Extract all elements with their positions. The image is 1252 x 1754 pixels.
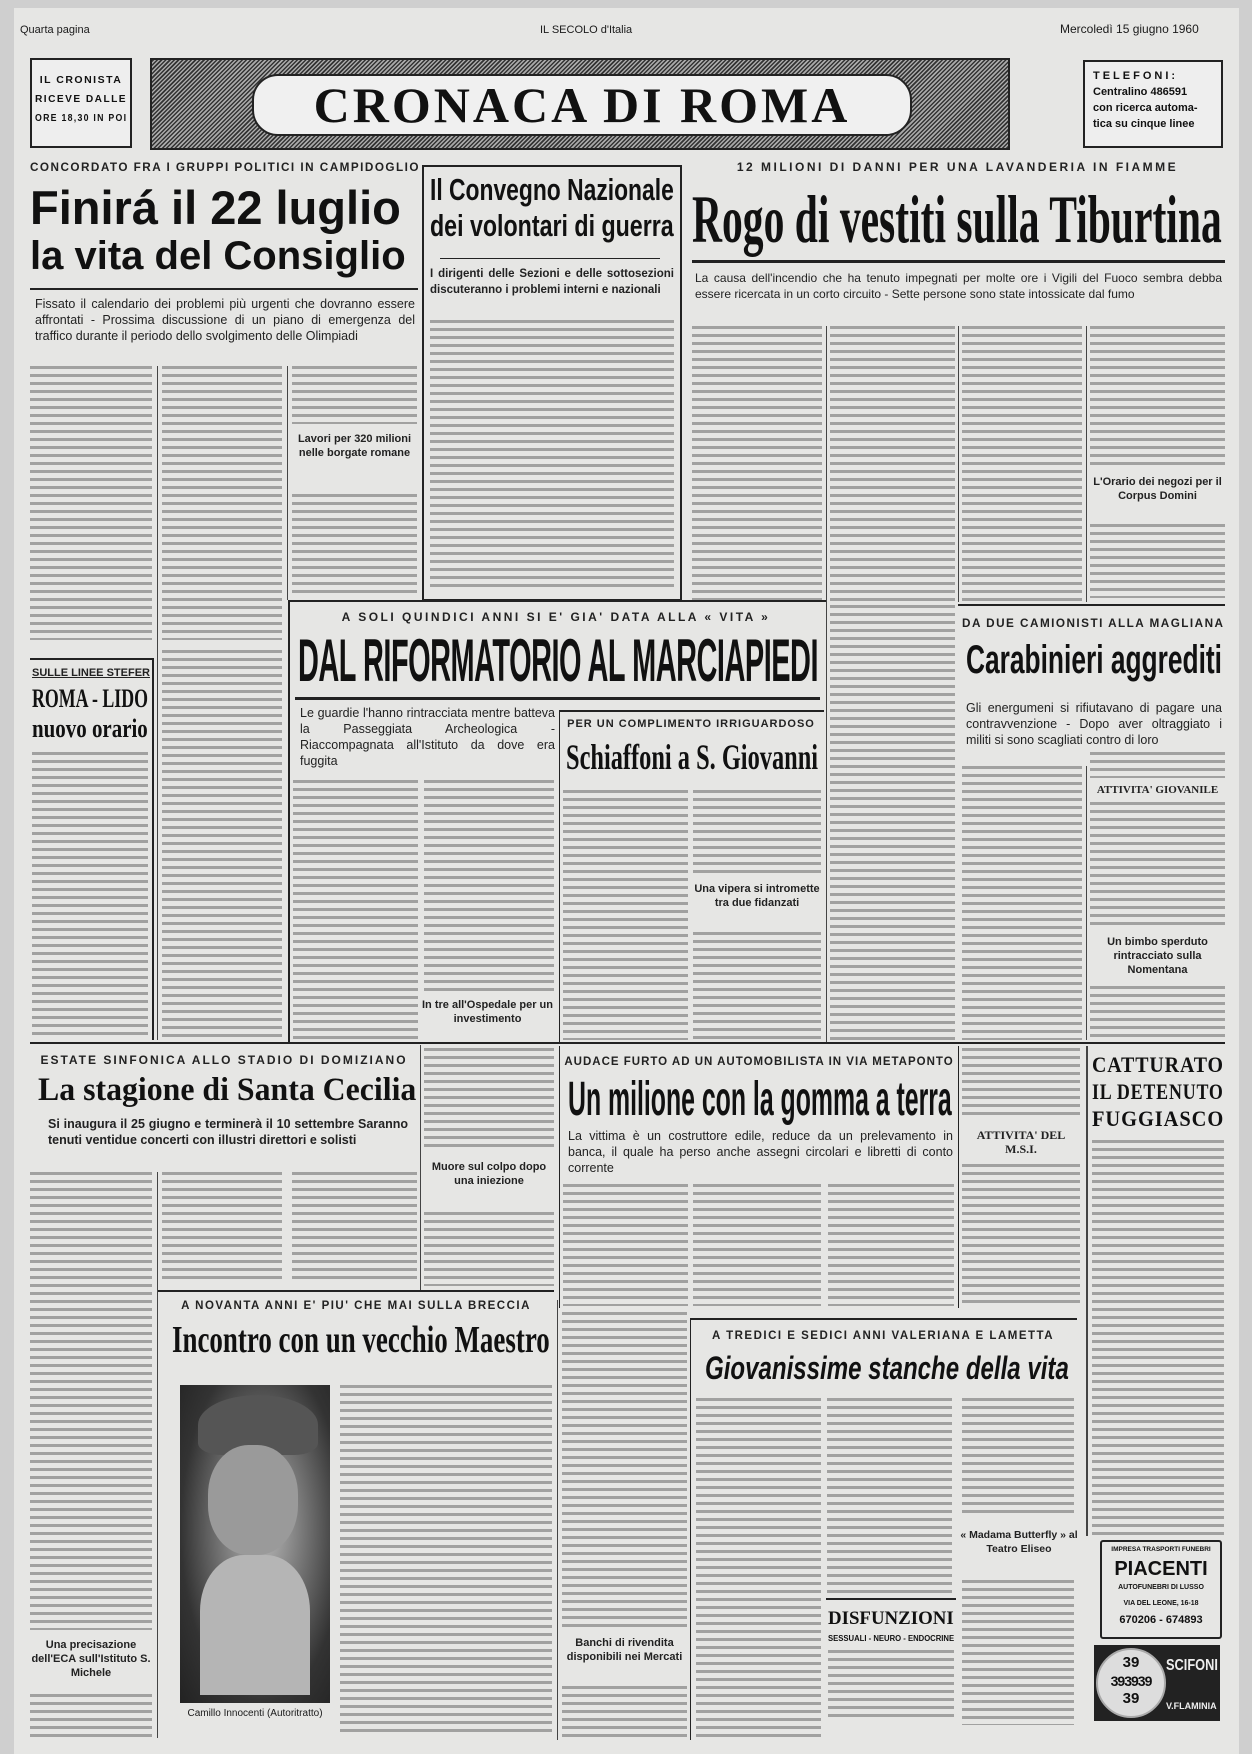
headline: Carabinieri aggrediti <box>966 638 1222 682</box>
headline: CATTURATO <box>1092 1052 1224 1077</box>
side-headline: Una precisazione dell'ECA sull'Istituto S. Michele <box>31 1639 151 1679</box>
article-kicker: A TREDICI E SEDICI ANNI VALERIANA E LAMETTA <box>712 1330 1054 1342</box>
issue-date: Mercoledì 15 giugno 1960 <box>1060 22 1199 36</box>
piacenti-ad <box>1100 1540 1222 1639</box>
headline: Incontro con un vecchio Maestro <box>172 1319 550 1361</box>
ad-phone: 670206 - 674893 <box>1119 1614 1203 1626</box>
headline: FUGGIASCO <box>1092 1106 1225 1131</box>
page-label: Quarta pagina <box>20 24 90 36</box>
subheadline: Si inaugura il 25 giugno e terminerà il 10 settembre Saranno tenuti ventidue concerti con illustri direttori e solisti <box>48 1117 408 1147</box>
ad-line: VIA DEL LEONE, 16-18 <box>1123 1600 1199 1607</box>
headline: ROMA - LIDO <box>32 684 148 713</box>
box-line: Centralino 486591 <box>1093 86 1188 98</box>
side-headline: Lavori per 320 milioni nelle borgate romane <box>297 433 412 459</box>
headline: Rogo di vestiti sulla Tiburtina <box>692 181 1222 257</box>
headline: Un milione con la gomma a terra <box>568 1073 952 1126</box>
ad-title: SCIFONI <box>1166 1657 1218 1674</box>
article-kicker: DA DUE CAMIONISTI ALLA MAGLIANA <box>962 616 1225 630</box>
headline: la vita del Consiglio <box>30 234 406 278</box>
ad-number: 39 <box>1122 1690 1140 1707</box>
article-kicker: 12 MILIONI DI DANNI PER UNA LAVANDERIA IN FIAMME <box>736 160 1179 174</box>
box-line: tica su cinque linee <box>1093 118 1195 130</box>
box-line: ORE 18,30 IN POI <box>35 112 128 124</box>
ad-title: PIACENTI <box>1114 1558 1208 1580</box>
article-kicker: SULLE LINEE STEFER <box>32 667 150 679</box>
box-line: con ricerca automa- <box>1093 102 1198 114</box>
box-line: RICEVE DALLE <box>35 93 128 105</box>
subheadline: Gli energumeni si rifiutavano di pagare una contravvenzione - Dopo aver oltraggiato i militi si sono scagliati contro di loro <box>966 701 1222 747</box>
masthead-band <box>150 58 1010 150</box>
section-title: CRONACA DI ROMA <box>313 77 851 133</box>
scifoni-ad <box>1094 1645 1220 1721</box>
headline: Il Convegno Nazionale <box>430 172 674 207</box>
article-kicker: PER UN COMPLIMENTO IRRIGUARDOSO <box>567 718 815 730</box>
article-kicker: A NOVANTA ANNI E' PIU' CHE MAI SULLA BRECCIA <box>181 1300 531 1312</box>
disfunzioni-ad <box>826 1598 956 1726</box>
headline: Finirá il 22 luglio <box>30 181 401 234</box>
ad-line: SESSUALI - NEURO - ENDOCRINE <box>828 1634 955 1643</box>
paper-name: IL SECOLO d'Italia <box>540 24 633 36</box>
subheadline: La causa dell'incendio che ha tenuto impegnati per molte ore i Vigili del Fuoco sembra debba essere ricercata in un corto circuito - Sette persone sono state intossicate dal fumo <box>695 271 1222 301</box>
headline: IL DETENUTO <box>1092 1079 1224 1104</box>
side-headline: L'Orario dei negozi per il Corpus Domini <box>1093 476 1222 502</box>
article-kicker: ESTATE SINFONICA ALLO STADIO DI DOMIZIANO <box>40 1053 408 1067</box>
subheadline: I dirigenti delle Sezioni e delle sottosezioni discuteranno i problemi interni e nazionali <box>430 268 674 296</box>
headline: DAL RIFORMATORIO AL MARCIAPIEDI <box>298 627 818 694</box>
ad-title: DISFUNZIONI <box>828 1608 954 1629</box>
subheadline: Le guardie l'hanno rintracciata mentre batteva la Passeggiata Archeologica - Riaccompagnata all'Istituto da dove era fuggita <box>300 706 555 768</box>
side-headline: Banchi di rivendita disponibili nei Mercati <box>566 1637 683 1663</box>
ad-number: 39 <box>1122 1654 1140 1671</box>
headline: La stagione di Santa Cecilia <box>38 1072 417 1108</box>
reporter-hours-box <box>30 58 132 148</box>
box-line: IL CRONISTA <box>39 74 123 86</box>
phone-box <box>1083 60 1223 148</box>
article-kicker: AUDACE FURTO AD UN AUTOMOBILISTA IN VIA METAPONTO <box>564 1056 954 1068</box>
ad-line: AUTOFUNEBRI DI LUSSO <box>1118 1584 1204 1591</box>
headline: Schiaffoni a S. Giovanni <box>566 737 819 777</box>
side-headline: Muore sul colpo dopo una iniezione <box>431 1161 547 1187</box>
box-line: TELEFONI: <box>1093 70 1179 82</box>
side-headline: In tre all'Ospedale per un investimento <box>422 999 553 1025</box>
subheadline: La vittima è un costruttore edile, reduce da un prelevamento in banca, il quale ha perso anche assegni circolari e libretti di conto corrente <box>568 1129 953 1175</box>
ad-number: 393939 <box>1110 1673 1152 1689</box>
side-headline: ATTIVITA' GIOVANILE <box>1096 784 1219 796</box>
portrait-photo <box>180 1385 330 1703</box>
side-headline: ATTIVITA' DEL M.S.I. <box>976 1128 1066 1156</box>
photo-caption: Camillo Innocenti (Autoritratto) <box>187 1708 323 1719</box>
side-headline: « Madama Butterfly » al Teatro Eliseo <box>960 1529 1078 1555</box>
ad-line: V.FLAMINIA <box>1166 1701 1217 1711</box>
article-kicker: A SOLI QUINDICI ANNI SI E' GIA' DATA ALLA « VITA » <box>341 610 771 624</box>
subheadline: Fissato il calendario dei problemi più urgenti che dovranno essere affrontati - Prossima discussione di un piano di emergenza del traffico durante il periodo dello svolgimento delle Olimpiadi <box>35 297 415 343</box>
side-headline: Una vipera si intromette tra due fidanzati <box>694 883 820 909</box>
side-headline: Un bimbo sperduto rintracciato sulla Nomentana <box>1107 936 1208 976</box>
headline: dei volontari di guerra <box>430 208 674 243</box>
headline: Giovanissime stanche della vita <box>705 1350 1069 1386</box>
ad-line: IMPRESA TRASPORTI FUNEBRI <box>1111 1546 1211 1553</box>
article-kicker: CONCORDATO FRA I GRUPPI POLITICI IN CAMPIDOGLIO <box>30 160 420 174</box>
headline: nuovo orario <box>32 714 148 743</box>
